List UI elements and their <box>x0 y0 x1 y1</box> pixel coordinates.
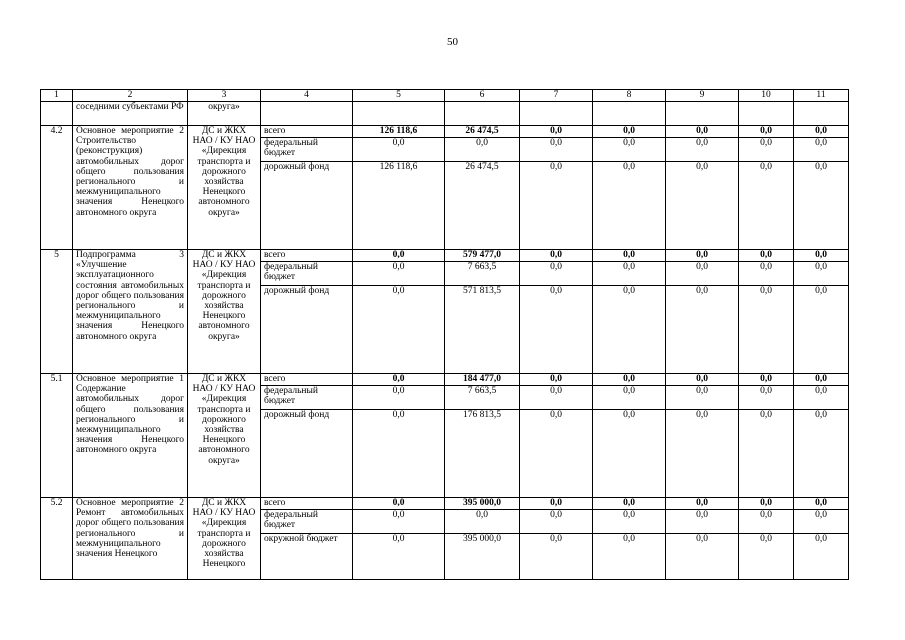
value-cell: 0,0 <box>520 162 593 250</box>
budget-table <box>40 89 849 580</box>
value-cell: 0,0 <box>739 498 794 510</box>
funding-source: окружной бюджет <box>261 534 353 580</box>
value-cell: 0,0 <box>520 250 593 262</box>
value-cell: 0,0 <box>520 498 593 510</box>
value-cell <box>445 102 520 126</box>
funding-source: дорожный фонд <box>261 162 353 250</box>
value-cell: 0,0 <box>794 534 849 580</box>
row-number: 5.2 <box>41 498 73 580</box>
value-cell: 579 477,0 <box>445 250 520 262</box>
funding-source: всего <box>261 250 353 262</box>
value-cell: 0,0 <box>593 498 666 510</box>
value-cell <box>739 102 794 126</box>
value-cell: 26 474,5 <box>445 126 520 138</box>
col-header: 9 <box>666 90 739 102</box>
value-cell: 0,0 <box>593 534 666 580</box>
measure-name: Основное мероприятие 2 Ремонт автомобильных дорог общего пользования регионального и межмуниципального значения Ненецкого <box>73 498 188 580</box>
funding-source: федеральный бюджет <box>261 510 353 534</box>
measure-name: Основное мероприятие 2 Строительство (реконструкция) автомобильных дорог общего пользования регионального и межмуниципального значения Ненецкого автономного округа <box>73 126 188 250</box>
funding-source: федеральный бюджет <box>261 386 353 410</box>
continuation-row <box>41 102 849 126</box>
value-cell: 0,0 <box>666 126 739 138</box>
value-cell: 126 118,6 <box>353 162 445 250</box>
value-cell: 0,0 <box>794 138 849 162</box>
executor: ДС и ЖКХ НАО / КУ НАО «Дирекция транспорта и дорожного хозяйства Ненецкого <box>188 498 261 580</box>
col-header: 10 <box>739 90 794 102</box>
value-cell: 26 474,5 <box>445 162 520 250</box>
value-cell: 0,0 <box>593 374 666 386</box>
col-header: 11 <box>794 90 849 102</box>
value-cell: 0,0 <box>353 138 445 162</box>
value-cell: 7 663,5 <box>445 386 520 410</box>
value-cell: 0,0 <box>794 126 849 138</box>
value-cell: 0,0 <box>593 286 666 374</box>
col-header: 6 <box>445 90 520 102</box>
executor: округа» <box>188 102 261 126</box>
value-cell: 0,0 <box>794 498 849 510</box>
value-cell: 0,0 <box>666 510 739 534</box>
value-cell: 0,0 <box>739 162 794 250</box>
executor: ДС и ЖКХ НАО / КУ НАО «Дирекция транспорта и дорожного хозяйства Ненецкого автономного округа» <box>188 126 261 250</box>
value-cell: 0,0 <box>353 250 445 262</box>
table-row <box>41 250 849 262</box>
value-cell: 571 813,5 <box>445 286 520 374</box>
value-cell: 0,0 <box>520 510 593 534</box>
value-cell: 0,0 <box>353 410 445 498</box>
table-row <box>41 374 849 386</box>
value-cell: 0,0 <box>593 250 666 262</box>
value-cell: 0,0 <box>445 510 520 534</box>
value-cell: 0,0 <box>520 534 593 580</box>
value-cell: 0,0 <box>666 410 739 498</box>
value-cell: 395 000,0 <box>445 534 520 580</box>
value-cell: 0,0 <box>794 262 849 286</box>
col-header: 2 <box>73 90 188 102</box>
funding-source: федеральный бюджет <box>261 262 353 286</box>
value-cell: 0,0 <box>739 262 794 286</box>
measure-name: соседними субъектами РФ <box>73 102 188 126</box>
value-cell: 0,0 <box>666 138 739 162</box>
value-cell: 0,0 <box>739 534 794 580</box>
value-cell: 0,0 <box>739 286 794 374</box>
value-cell: 0,0 <box>739 410 794 498</box>
value-cell: 184 477,0 <box>445 374 520 386</box>
value-cell <box>353 102 445 126</box>
value-cell: 0,0 <box>794 510 849 534</box>
value-cell: 0,0 <box>666 262 739 286</box>
value-cell <box>666 102 739 126</box>
row-number: 4.2 <box>41 126 73 250</box>
value-cell: 0,0 <box>794 386 849 410</box>
value-cell: 0,0 <box>739 510 794 534</box>
value-cell: 0,0 <box>520 386 593 410</box>
value-cell <box>593 102 666 126</box>
row-number: 5 <box>41 250 73 374</box>
value-cell: 0,0 <box>445 138 520 162</box>
value-cell: 0,0 <box>794 250 849 262</box>
funding-source: дорожный фонд <box>261 286 353 374</box>
value-cell: 0,0 <box>353 498 445 510</box>
row-number: 5.1 <box>41 374 73 498</box>
value-cell: 0,0 <box>520 262 593 286</box>
column-number-row <box>41 90 849 102</box>
value-cell: 0,0 <box>353 510 445 534</box>
value-cell <box>520 102 593 126</box>
col-header: 4 <box>261 90 353 102</box>
value-cell: 0,0 <box>739 386 794 410</box>
value-cell: 0,0 <box>520 410 593 498</box>
col-header: 7 <box>520 90 593 102</box>
table-row <box>41 126 849 138</box>
value-cell: 0,0 <box>520 138 593 162</box>
value-cell: 0,0 <box>593 410 666 498</box>
value-cell: 0,0 <box>520 286 593 374</box>
executor: ДС и ЖКХ НАО / КУ НАО «Дирекция транспорта и дорожного хозяйства Ненецкого автономного округа» <box>188 250 261 374</box>
value-cell: 0,0 <box>794 410 849 498</box>
value-cell: 0,0 <box>520 126 593 138</box>
value-cell: 0,0 <box>353 286 445 374</box>
funding-source: всего <box>261 126 353 138</box>
value-cell: 0,0 <box>794 374 849 386</box>
funding-source: федеральный бюджет <box>261 138 353 162</box>
measure-name: Подпрограмма 3 «Улучшение эксплуатационного состояния автомобильных дорог общего пользования регионального и межмуниципального значения Ненецкого автономного округа <box>73 250 188 374</box>
executor: ДС и ЖКХ НАО / КУ НАО «Дирекция транспорта и дорожного хозяйства Ненецкого автономного округа» <box>188 374 261 498</box>
value-cell: 0,0 <box>593 162 666 250</box>
value-cell: 0,0 <box>353 386 445 410</box>
col-header: 3 <box>188 90 261 102</box>
value-cell: 0,0 <box>593 138 666 162</box>
funding-source: всего <box>261 374 353 386</box>
value-cell <box>794 102 849 126</box>
value-cell: 126 118,6 <box>353 126 445 138</box>
col-header: 8 <box>593 90 666 102</box>
value-cell: 0,0 <box>739 374 794 386</box>
col-header: 1 <box>41 90 73 102</box>
funding-source: дорожный фонд <box>261 410 353 498</box>
value-cell: 0,0 <box>666 534 739 580</box>
value-cell: 176 813,5 <box>445 410 520 498</box>
value-cell: 0,0 <box>666 498 739 510</box>
row-number <box>41 102 73 126</box>
value-cell: 0,0 <box>666 250 739 262</box>
value-cell: 0,0 <box>520 374 593 386</box>
value-cell: 0,0 <box>666 286 739 374</box>
value-cell: 0,0 <box>353 262 445 286</box>
page-number: 50 <box>447 36 458 48</box>
table-row <box>41 498 849 510</box>
value-cell: 7 663,5 <box>445 262 520 286</box>
value-cell: 0,0 <box>794 162 849 250</box>
col-header: 5 <box>353 90 445 102</box>
value-cell: 0,0 <box>794 286 849 374</box>
value-cell: 395 000,0 <box>445 498 520 510</box>
measure-name: Основное мероприятие 1 Содержание автомобильных дорог общего пользования регионального и межмуниципального значения Ненецкого автономного округа <box>73 374 188 498</box>
value-cell: 0,0 <box>666 374 739 386</box>
value-cell: 0,0 <box>353 534 445 580</box>
funding-source: всего <box>261 498 353 510</box>
funding-source <box>261 102 353 126</box>
value-cell: 0,0 <box>666 386 739 410</box>
value-cell: 0,0 <box>739 126 794 138</box>
value-cell: 0,0 <box>739 138 794 162</box>
value-cell: 0,0 <box>593 386 666 410</box>
value-cell: 0,0 <box>593 262 666 286</box>
value-cell: 0,0 <box>739 250 794 262</box>
value-cell: 0,0 <box>593 126 666 138</box>
value-cell: 0,0 <box>353 374 445 386</box>
value-cell: 0,0 <box>666 162 739 250</box>
value-cell: 0,0 <box>593 510 666 534</box>
